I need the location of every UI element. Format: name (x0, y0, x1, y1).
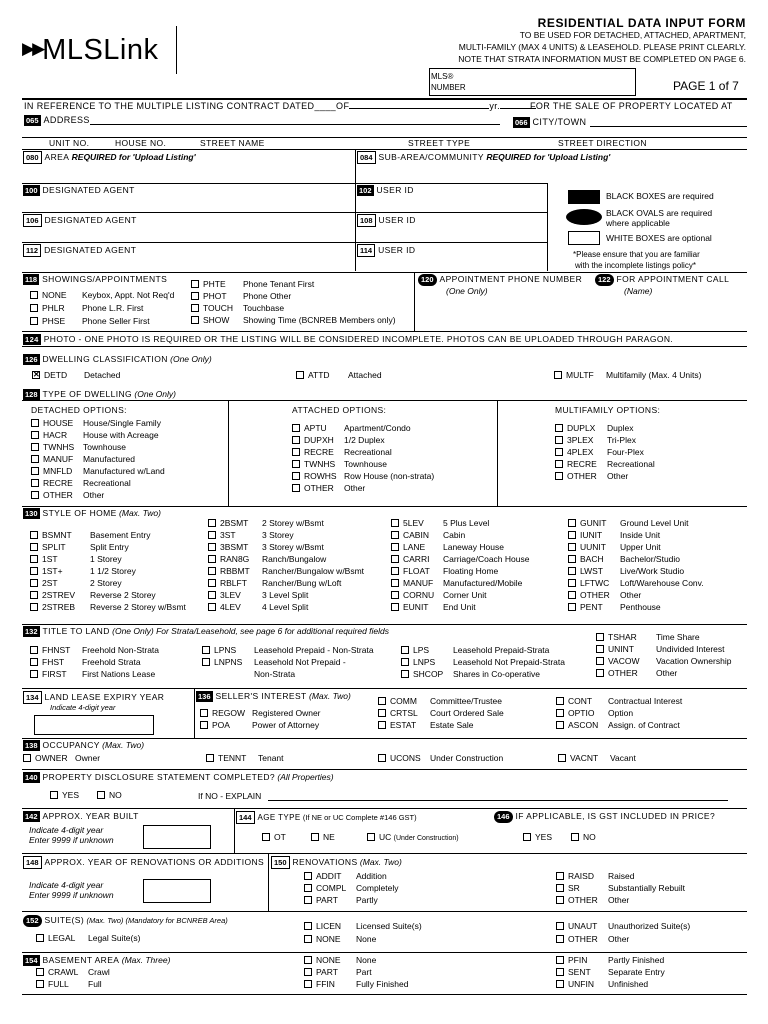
checkbox-option[interactable]: APTU Apartment/Condo (292, 424, 411, 433)
checkbox-option[interactable]: UNINT Undivided Interest (596, 645, 725, 654)
checkbox-option[interactable]: RECRE Recreational (31, 479, 131, 488)
checkbox-option[interactable]: OTHER Other (555, 472, 628, 481)
checkbox-option[interactable]: CABIN Cabin (391, 531, 465, 540)
mls-number-field[interactable]: MLS® NUMBER (429, 68, 636, 96)
checkbox-option[interactable]: PHSE Phone Seller First (30, 317, 150, 326)
checkbox-option[interactable]: FHST Freehold Strata (30, 658, 141, 667)
checkbox-option[interactable]: PHLR Phone L.R. First (30, 304, 143, 313)
checkbox-option[interactable]: CONT Contractual Interest (556, 697, 682, 706)
legend-white-box-icon (568, 231, 600, 245)
legend-black-box-icon (568, 190, 600, 204)
form-subtitle: TO BE USED FOR DETACHED, ATTACHED, APARTMENT, (519, 30, 746, 40)
checkbox-option[interactable]: ROWHS Row House (non-strata) (292, 472, 434, 481)
city-label: CITY/TOWN (532, 117, 587, 127)
checkbox-option[interactable]: EUNIT End Unit (391, 603, 476, 612)
checkbox-option[interactable]: 4PLEX Four-Plex (555, 448, 644, 457)
checkbox-option[interactable]: ESTAT Estate Sale (378, 721, 473, 730)
checkbox-option[interactable]: 1ST 1 Storey (30, 555, 122, 564)
address-label: ADDRESS (43, 115, 90, 125)
gst-no-checkbox[interactable]: NO (571, 833, 596, 842)
checkbox-option[interactable]: 2BSMT 2 Storey w/Bsmt (208, 519, 324, 528)
checkbox-option[interactable]: TSHAR Time Share (596, 633, 700, 642)
checkbox-option[interactable]: DUPLX Duplex (555, 424, 633, 433)
checkbox-option[interactable]: LPNS Leasehold Prepaid - Non-Strata (202, 646, 374, 655)
checkbox-option[interactable]: RECRE Recreational (555, 460, 655, 469)
checkbox-option[interactable]: SHOW Showing Time (BCNREB Members only) (191, 316, 396, 325)
checkbox-option[interactable]: UC (Under Construction) (367, 833, 459, 842)
checkbox-option[interactable]: RECRE Recreational (292, 448, 392, 457)
checkbox-option[interactable]: OTHER Other (596, 669, 677, 678)
checkbox-option[interactable]: LWST Live/Work Studio (568, 567, 684, 576)
checkbox-option[interactable]: RBLFT Rancher/Bung w/Loft (208, 579, 341, 588)
checkbox-option[interactable]: UUNIT Upper Unit (568, 543, 661, 552)
checkbox-option[interactable]: NONE Keybox, Appt. Not Req'd (30, 291, 174, 300)
checkbox-option[interactable]: PART Part (304, 968, 372, 977)
checkbox-option[interactable]: VACOW Vacation Ownership (596, 657, 731, 666)
checkbox-option[interactable]: TWNHS Townhouse (31, 443, 126, 452)
checkbox-option[interactable]: NONE None (304, 956, 376, 965)
checkbox-option[interactable]: DUPXH 1/2 Duplex (292, 436, 385, 445)
ref-sale-text: FOR THE SALE OF PROPERTY LOCATED AT (530, 101, 733, 111)
showings-label: SHOWINGS/APPOINTMENTS (42, 274, 168, 284)
address-input[interactable] (90, 124, 500, 125)
checkbox-option[interactable]: OTHER Other (556, 935, 629, 944)
checkbox-option[interactable]: FULL Full (36, 980, 102, 989)
checkbox-option[interactable]: PHOT Phone Other (191, 292, 291, 301)
checkbox-option[interactable]: SHCOP Shares in Co-operative (401, 670, 540, 679)
checkbox-option[interactable]: UCONS Under Construction (378, 754, 503, 763)
checkbox-option[interactable]: 2ST 2 Storey (30, 579, 122, 588)
checkbox-option[interactable]: SR Substantially Rebuilt (556, 884, 685, 893)
renovation-year-input[interactable] (143, 879, 211, 903)
logo-arrows-icon: ▶▶ (22, 39, 43, 58)
checkbox-option[interactable]: POA Power of Attorney (200, 721, 319, 730)
ref-text: IN REFERENCE TO THE MULTIPLE LISTING CONTRACT DATED____OF (24, 101, 350, 111)
checkbox-option[interactable]: MULTF Multifamily (Max. 4 Units) (554, 371, 701, 380)
checkbox-option[interactable]: 3ST 3 Storey (208, 531, 294, 540)
checkbox-option[interactable]: RBBMT Rancher/Bungalow w/Bsmt (208, 567, 364, 576)
checkbox-option[interactable]: OT (262, 833, 286, 842)
designated-agent-field[interactable]: 106 DESIGNATED AGENT (23, 214, 137, 227)
checkbox-option[interactable]: LEGAL Legal Suite(s) (36, 934, 140, 943)
checkbox-option[interactable]: FLOAT Floating Home (391, 567, 498, 576)
checkbox-option[interactable]: UNFIN Unfinished (556, 980, 648, 989)
logo: ▶▶MLSLink (22, 34, 159, 66)
checkbox-option[interactable]: 3LEV 3 Level Split (208, 591, 308, 600)
checkbox-option[interactable]: MANUF Manufactured/Mobile (391, 579, 522, 588)
checkbox-option[interactable]: OTHER Other (292, 484, 365, 493)
checkbox-option[interactable]: NONE None (304, 935, 376, 944)
appointment-phone-field[interactable]: 120 APPOINTMENT PHONE NUMBER (418, 274, 582, 286)
designated-agent-field[interactable]: 112 DESIGNATED AGENT (23, 244, 136, 257)
checkbox-option[interactable]: SENT Separate Entry (556, 968, 665, 977)
checkbox-option[interactable]: LPS Leasehold Prepaid-Strata (401, 646, 549, 655)
checkbox-option[interactable]: PENT Penthouse (568, 603, 661, 612)
checkbox-option[interactable]: ✕DETD Detached (32, 371, 120, 380)
checkbox-option[interactable]: ASCON Assign. of Contract (556, 721, 680, 730)
page-number: PAGE 1 of 7 (673, 79, 739, 93)
checkbox-option[interactable]: 2STREV Reverse 2 Storey (30, 591, 156, 600)
checkbox-option[interactable]: VACNT Vacant (558, 754, 636, 763)
checkbox-option[interactable]: MANUF Manufactured (31, 455, 135, 464)
checkbox-option[interactable]: PART Partly (304, 896, 378, 905)
checkbox-option[interactable]: HOUSE House/Single Family (31, 419, 161, 428)
checkbox-option[interactable]: OWNER Owner (23, 754, 100, 763)
pds-explain-input[interactable] (268, 800, 728, 801)
checkbox-option[interactable]: COMM Committee/Trustee (378, 697, 502, 706)
pds-no-checkbox[interactable]: NO (97, 791, 122, 800)
year-built-input[interactable] (143, 825, 211, 849)
city-input[interactable] (590, 126, 747, 127)
checkbox-option[interactable]: TOUCH Touchbase (191, 304, 284, 313)
photo-notice: 124 PHOTO - ONE PHOTO IS REQUIRED OR THE LISTING WILL BE CONSIDERED INCOMPLETE. PHOTOS CAN BE UPLOADED THROUGH PARAGON. (25, 334, 674, 344)
checkbox-option[interactable]: FFIN Fully Finished (304, 980, 408, 989)
sub-area-field[interactable]: 084 SUB-AREA/COMMUNITY REQUIRED for 'Upload Listing' (357, 151, 610, 164)
checkbox-option[interactable]: IUNIT Inside Unit (568, 531, 660, 540)
appointment-call-field[interactable]: 122 FOR APPOINTMENT CALL (595, 274, 729, 286)
checkbox-option[interactable]: HACR House with Acreage (31, 431, 159, 440)
checkbox-option[interactable]: LANE Laneway House (391, 543, 504, 552)
area-field[interactable]: 080 AREA REQUIRED for 'Upload Listing' (23, 151, 196, 164)
checkbox-option[interactable]: LNPNS Leasehold Not Prepaid - (202, 658, 346, 667)
user-id-field[interactable]: 108 USER ID (357, 214, 416, 227)
checkbox-option[interactable]: TENNT Tenant (206, 754, 284, 763)
checkbox-option[interactable]: FIRST First Nations Lease (30, 670, 155, 679)
form-subtitle: MULTI-FAMILY (MAX 4 UNITS) & LEASEHOLD. PLEASE PRINT CLEARLY. (458, 42, 746, 52)
checkbox-option[interactable]: CORNU Corner Unit (391, 591, 486, 600)
checkbox-option[interactable]: REGOW Registered Owner (200, 709, 321, 718)
checkbox-option[interactable]: LNPS Leasehold Not Prepaid-Strata (401, 658, 565, 667)
checkbox-option[interactable]: CARRI Carriage/Coach House (391, 555, 529, 564)
checkbox-option[interactable]: PFIN Partly Finished (556, 956, 664, 965)
checkbox-option[interactable]: CRAWL Crawl (36, 968, 110, 977)
checkbox-option[interactable]: TWNHS Townhouse (292, 460, 387, 469)
form-title: RESIDENTIAL DATA INPUT FORM (537, 16, 746, 30)
checkbox-option[interactable]: 2STREB Reverse 2 Storey w/Bsmt (30, 603, 186, 612)
checkbox-option[interactable]: OTHER Other (556, 896, 629, 905)
checkbox-option[interactable]: 5LEV 5 Plus Level (391, 519, 489, 528)
legend-black-oval-icon (566, 209, 602, 225)
checkbox-option[interactable]: 3PLEX Tri-Plex (555, 436, 636, 445)
checkbox-option[interactable]: FHNST Freehold Non-Strata (30, 646, 159, 655)
pds-yes-checkbox[interactable]: YES (50, 791, 79, 800)
gst-yes-checkbox[interactable]: YES (523, 833, 552, 842)
checkbox-option[interactable]: 1ST+ 1 1/2 Storey (30, 567, 136, 576)
checkbox-option[interactable]: CRTSL Court Ordered Sale (378, 709, 504, 718)
checkbox-option[interactable]: 4LEV 4 Level Split (208, 603, 308, 612)
checkbox-option[interactable]: 3BSMT 3 Storey w/Bsmt (208, 543, 324, 552)
checkbox-option[interactable]: PHTE Phone Tenant First (191, 280, 314, 289)
checkbox-option[interactable]: BACH Bachelor/Studio (568, 555, 680, 564)
checkbox-option[interactable]: COMPL Completely (304, 884, 399, 893)
checkbox-option[interactable]: NE (311, 833, 335, 842)
checkbox-option[interactable]: LFTWC Loft/Warehouse Conv. (568, 579, 704, 588)
checkbox-option[interactable]: OTHER Other (31, 491, 104, 500)
lease-year-input[interactable] (34, 715, 154, 735)
checkbox-option[interactable]: LICEN Licensed Suite(s) (304, 922, 422, 931)
checkbox-option[interactable]: BSMNT Basement Entry (30, 531, 150, 540)
checkbox-option[interactable]: SPLIT Split Entry (30, 543, 129, 552)
checkbox-option[interactable]: UNAUT Unauthorized Suite(s) (556, 922, 690, 931)
checkbox-option[interactable]: OPTIO Option (556, 709, 633, 718)
user-id-field[interactable]: 102 USER ID (359, 185, 414, 195)
user-id-field[interactable]: 114 USER ID (357, 244, 415, 257)
designated-agent-field[interactable]: 100 DESIGNATED AGENT (25, 185, 135, 195)
form-subtitle: NOTE THAT STRATA INFORMATION MUST BE COMPLETED ON PAGE 6. (458, 54, 746, 64)
checkbox-option[interactable]: RAISD Raised (556, 872, 634, 881)
checkbox-option[interactable]: GUNIT Ground Level Unit (568, 519, 689, 528)
checkbox-option[interactable]: ATTD Attached (296, 371, 382, 380)
checkbox-option[interactable]: RAN8G Ranch/Bungalow (208, 555, 326, 564)
checkbox-option[interactable]: ADDIT Addition (304, 872, 387, 881)
checkbox-option[interactable]: OTHER Other (568, 591, 641, 600)
checkbox-option[interactable]: MNFLD Manufactured w/Land (31, 467, 165, 476)
